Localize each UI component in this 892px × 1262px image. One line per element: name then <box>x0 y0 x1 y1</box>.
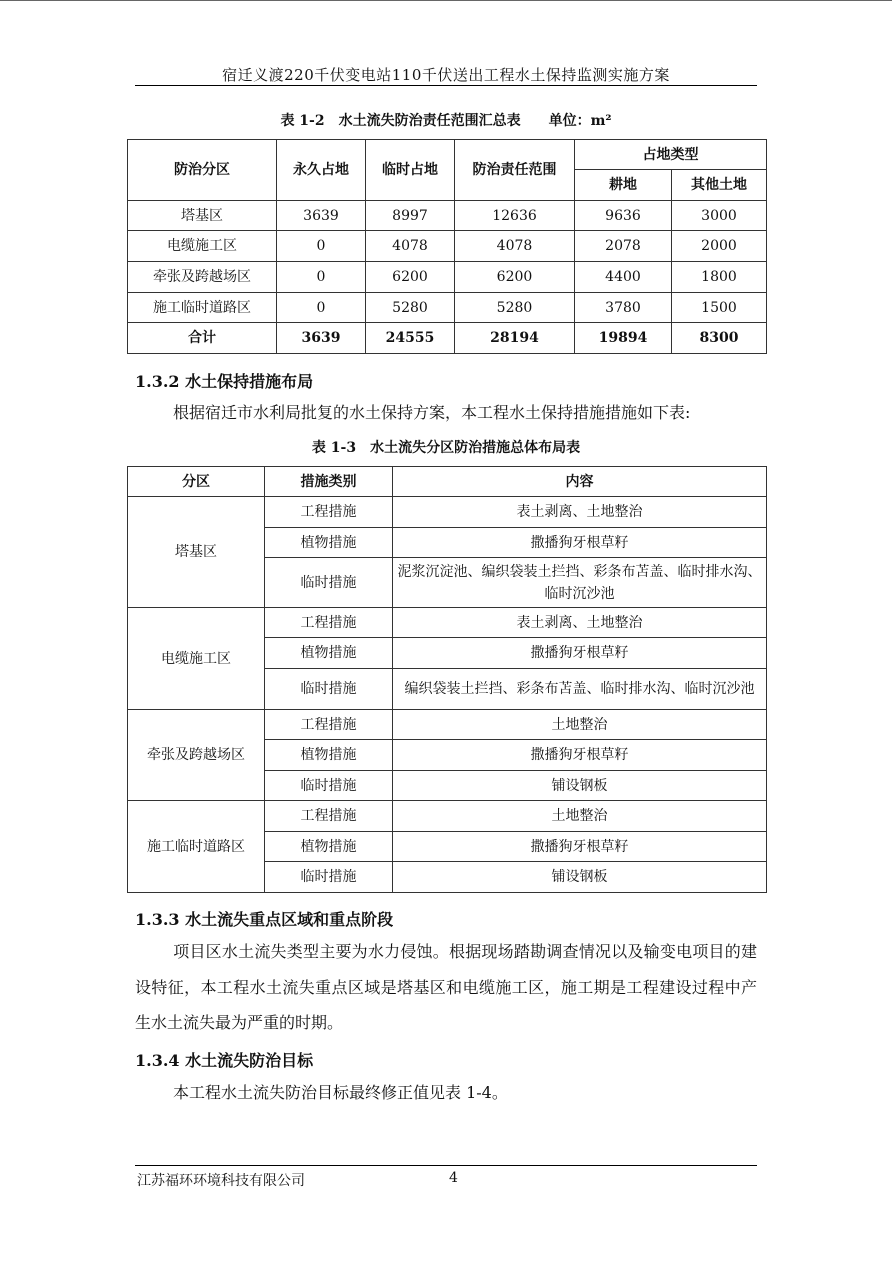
cell: 0 <box>277 262 366 293</box>
cell: 撒播狗牙根草籽 <box>393 528 767 558</box>
zone-cell: 塔基区 <box>128 497 265 608</box>
header-permanent: 永久占地 <box>277 140 366 201</box>
cell: 塔基区 <box>128 201 277 231</box>
cell: 4400 <box>575 262 672 293</box>
cell: 28194 <box>455 323 575 354</box>
cell: 6200 <box>455 262 575 293</box>
header-content: 内容 <box>393 467 767 497</box>
table-1-2-unit: 单位：m² <box>548 113 612 129</box>
header-zone: 防治分区 <box>128 140 277 201</box>
table-1-3 <box>127 466 767 893</box>
cell: 2078 <box>575 231 672 262</box>
cell: 6200 <box>366 262 455 293</box>
cell: 临时措施 <box>265 862 393 893</box>
header-farmland: 耕地 <box>575 170 672 201</box>
cell: 土地整治 <box>393 710 767 740</box>
zone-cell: 电缆施工区 <box>128 608 265 710</box>
footer-company: 江苏福环环境科技有限公司 <box>137 1173 305 1189</box>
table-1-2 <box>127 139 767 354</box>
paragraph-text: 根据宿迁市水利局批复的水土保持方案，本工程水土保持措施措施如下表: <box>173 403 691 422</box>
cell: 合计 <box>128 323 277 354</box>
table-row <box>128 608 767 638</box>
cell: 1500 <box>672 293 767 323</box>
paragraph <box>135 395 757 431</box>
cell: 1800 <box>672 262 767 293</box>
table-1-3-caption: 表 1-3 水土流失分区防治措施总体布局表 <box>311 440 581 456</box>
cell: 0 <box>277 231 366 262</box>
cell: 5280 <box>455 293 575 323</box>
cell: 工程措施 <box>265 710 393 740</box>
table-1-2-title: 表 1-2 水土流失防治责任范围汇总表 <box>280 113 521 129</box>
table-row <box>128 231 767 262</box>
header-temporary: 临时占地 <box>366 140 455 201</box>
cell: 3639 <box>277 201 366 231</box>
cell: 3000 <box>672 201 767 231</box>
paragraph-text: 项目区水土流失类型主要为水力侵蚀。根据现场踏勘调查情况以及输变电项目的建设特征，本工程水土流失重点区域是塔基区和电缆施工区，施工期是工程建设过程中产生水土流失最为严重的时期。 <box>135 942 757 1032</box>
table-row <box>128 201 767 231</box>
cell: 临时措施 <box>265 771 393 801</box>
cell: 8997 <box>366 201 455 231</box>
cell: 12636 <box>455 201 575 231</box>
zone-cell: 牵张及跨越场区 <box>128 710 265 801</box>
cell: 撒播狗牙根草籽 <box>393 832 767 862</box>
page-top-border <box>0 0 892 1</box>
cell: 植物措施 <box>265 528 393 558</box>
cell: 植物措施 <box>265 832 393 862</box>
cell: 临时措施 <box>265 669 393 710</box>
table-row <box>128 497 767 528</box>
table-row <box>128 293 767 323</box>
cell: 表土剥离、土地整治 <box>393 497 767 528</box>
header-divider <box>135 85 757 86</box>
table-row <box>128 262 767 293</box>
cell: 9636 <box>575 201 672 231</box>
cell: 临时措施 <box>265 558 393 608</box>
cell: 24555 <box>366 323 455 354</box>
page-number: 4 <box>449 1170 458 1186</box>
table-total-row <box>128 323 767 354</box>
cell: 4078 <box>455 231 575 262</box>
paragraph <box>135 1075 757 1111</box>
cell: 电缆施工区 <box>128 231 277 262</box>
cell: 土地整治 <box>393 801 767 832</box>
cell: 工程措施 <box>265 801 393 832</box>
header-zone: 分区 <box>128 467 265 497</box>
cell: 撒播狗牙根草籽 <box>393 638 767 669</box>
footer-divider <box>135 1165 757 1166</box>
cell: 铺设钢板 <box>393 862 767 893</box>
cell: 铺设钢板 <box>393 771 767 801</box>
cell: 4078 <box>366 231 455 262</box>
cell: 表土剥离、土地整治 <box>393 608 767 638</box>
table-1-2-caption <box>0 110 892 130</box>
cell: 19894 <box>575 323 672 354</box>
running-header: 宿迁义渡220千伏变电站110千伏送出工程水土保持监测实施方案 <box>222 66 670 84</box>
cell: 工程措施 <box>265 497 393 528</box>
zone-cell: 施工临时道路区 <box>128 801 265 893</box>
paragraph <box>135 934 757 1041</box>
paragraph-text: 本工程水土流失防治目标最终修正值见表 1-4。 <box>173 1083 508 1102</box>
table-row <box>128 710 767 740</box>
cell: 2000 <box>672 231 767 262</box>
table-row <box>128 801 767 832</box>
cell: 5280 <box>366 293 455 323</box>
cell: 植物措施 <box>265 740 393 771</box>
cell: 3639 <box>277 323 366 354</box>
header-category: 措施类别 <box>265 467 393 497</box>
cell: 牵张及跨越场区 <box>128 262 277 293</box>
cell: 植物措施 <box>265 638 393 669</box>
cell: 撒播狗牙根草籽 <box>393 740 767 771</box>
header-land-type: 占地类型 <box>575 140 767 170</box>
cell: 编织袋装土拦挡、彩条布苫盖、临时排水沟、临时沉沙池 <box>393 669 767 710</box>
cell: 工程措施 <box>265 608 393 638</box>
section-heading-1-3-4: 1.3.4 水土流失防治目标 <box>135 1051 314 1070</box>
cell: 泥浆沉淀池、编织袋装土拦挡、彩条布苫盖、临时排水沟、临时沉沙池 <box>393 558 767 608</box>
cell: 0 <box>277 293 366 323</box>
header-other-land: 其他土地 <box>672 170 767 201</box>
section-heading-1-3-3: 1.3.3 水土流失重点区域和重点阶段 <box>135 910 394 929</box>
cell: 施工临时道路区 <box>128 293 277 323</box>
header-scope: 防治责任范围 <box>455 140 575 201</box>
section-heading-1-3-2: 1.3.2 水土保持措施布局 <box>135 372 314 391</box>
cell: 8300 <box>672 323 767 354</box>
cell: 3780 <box>575 293 672 323</box>
